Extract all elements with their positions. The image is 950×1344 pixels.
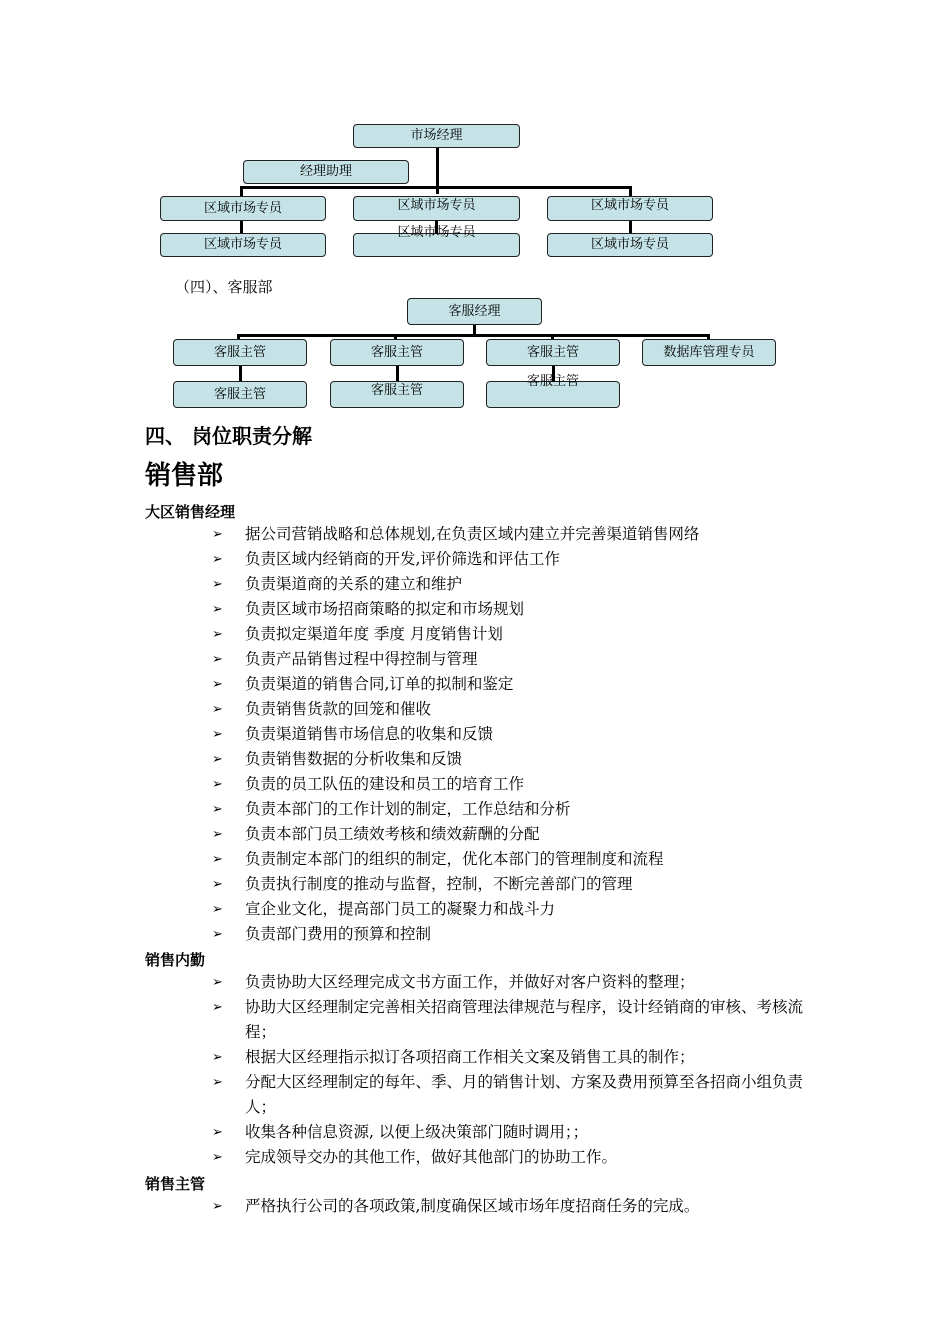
- connector: [239, 366, 242, 382]
- arrow-bullet-icon: ➢: [212, 902, 223, 917]
- list-item: ➢ 负责协助大区经理完成文书方面工作，并做好对客户资料的整理；: [212, 970, 807, 995]
- org-node-regional-specialist: 区域市场专员: [547, 196, 713, 221]
- org-node-cs-supervisor: 客服主管: [330, 339, 464, 366]
- list-item: ➢ 协助大区经理制定完善相关招商管理法律规范与程序，设计经销商的审核、考核流程；: [212, 995, 807, 1045]
- department-title: 销售部: [145, 461, 224, 491]
- arrow-bullet-icon: ➢: [212, 752, 223, 767]
- list-item: ➢ 负责销售货款的回笼和催收: [212, 697, 812, 722]
- connector: [240, 220, 243, 234]
- duty-list: [212, 522, 812, 947]
- org-node-label-overlap: 客服主管: [526, 374, 579, 389]
- org-node-cs-supervisor: 客服主管: [173, 381, 307, 408]
- arrow-bullet-icon: ➢: [212, 827, 223, 842]
- arrow-bullet-icon: ➢: [212, 627, 223, 642]
- list-item: ➢ 负责的员工队伍的建设和员工的培育工作: [212, 772, 812, 797]
- arrow-bullet-icon: ➢: [212, 527, 223, 542]
- connector: [396, 366, 399, 382]
- org-node-database-specialist: 数据库管理专员: [642, 339, 776, 366]
- list-item: ➢ 负责本部门的工作计划的制定，工作总结和分析: [212, 797, 812, 822]
- arrow-bullet-icon: ➢: [212, 927, 223, 942]
- list-item: ➢ 据公司营销战略和总体规划,在负责区域内建立并完善渠道销售网络: [212, 522, 812, 547]
- arrow-bullet-icon: ➢: [212, 1075, 223, 1090]
- arrow-bullet-icon: ➢: [212, 602, 223, 617]
- list-item: ➢ 负责产品销售过程中得控制与管理: [212, 647, 812, 672]
- org-node-regional-specialist: 区域市场专员: [160, 233, 326, 257]
- connector: [629, 220, 632, 234]
- list-item: ➢ 负责销售数据的分析收集和反馈: [212, 747, 812, 772]
- role-title: 销售内勤: [145, 951, 206, 969]
- arrow-bullet-icon: ➢: [212, 1050, 223, 1065]
- arrow-bullet-icon: ➢: [212, 777, 223, 792]
- duty-list: [212, 1194, 812, 1219]
- arrow-bullet-icon: ➢: [212, 1199, 223, 1214]
- arrow-bullet-icon: ➢: [212, 1000, 223, 1015]
- role-title: 大区销售经理: [145, 503, 236, 521]
- list-item: ➢ 负责制定本部门的组织的制定，优化本部门的管理制度和流程: [212, 847, 812, 872]
- org-node-label-overlap: 区域市场专员: [397, 225, 476, 240]
- org-node-regional-specialist: 区域市场专员: [353, 196, 520, 221]
- org-node-cs-supervisor: 客服主管: [486, 339, 620, 366]
- list-item: ➢ 负责部门费用的预算和控制: [212, 922, 812, 947]
- org-node-regional-specialist: 区域市场专员: [160, 196, 326, 221]
- arrow-bullet-icon: ➢: [212, 552, 223, 567]
- arrow-bullet-icon: ➢: [212, 652, 223, 667]
- connector: [237, 334, 710, 337]
- arrow-bullet-icon: ➢: [212, 577, 223, 592]
- list-item: ➢ 负责拟定渠道年度 季度 月度销售计划: [212, 622, 812, 647]
- list-item: ➢ 负责渠道商的关系的建立和维护: [212, 572, 812, 597]
- arrow-bullet-icon: ➢: [212, 1125, 223, 1140]
- list-item: ➢ 收集各种信息资源, 以便上级决策部门随时调用；；: [212, 1120, 807, 1145]
- list-item: ➢ 根据大区经理指示拟订各项招商工作相关文案及销售工具的制作；: [212, 1045, 807, 1070]
- arrow-bullet-icon: ➢: [212, 727, 223, 742]
- list-item: ➢ 负责区域市场招商策略的拟定和市场规划: [212, 597, 812, 622]
- list-item: ➢ 完成领导交办的其他工作，做好其他部门的协助工作。: [212, 1145, 807, 1170]
- duty-list: [212, 970, 807, 1170]
- list-item: ➢ 分配大区经理制定的每年、季、月的销售计划、方案及费用预算至各招商小组负责人；: [212, 1070, 807, 1120]
- role-title: 销售主管: [145, 1175, 206, 1193]
- org-node-cs-supervisor: 客服主管: [330, 381, 464, 408]
- connector: [240, 186, 632, 189]
- arrow-bullet-icon: ➢: [212, 677, 223, 692]
- list-item: ➢ 负责渠道销售市场信息的收集和反馈: [212, 722, 812, 747]
- list-item: ➢ 严格执行公司的各项政策,制度确保区域市场年度招商任务的完成。: [212, 1194, 812, 1219]
- list-item: ➢ 负责渠道的销售合同,订单的拟制和鉴定: [212, 672, 812, 697]
- arrow-bullet-icon: ➢: [212, 975, 223, 990]
- arrow-bullet-icon: ➢: [212, 877, 223, 892]
- list-item: ➢ 负责执行制度的推动与监督，控制，不断完善部门的管理: [212, 872, 812, 897]
- list-item: ➢ 负责区域内经销商的开发,评价筛选和评估工作: [212, 547, 812, 572]
- org-node-cs-manager: 客服经理: [407, 298, 542, 325]
- arrow-bullet-icon: ➢: [212, 802, 223, 817]
- list-item: ➢ 负责本部门员工绩效考核和绩效薪酬的分配: [212, 822, 812, 847]
- list-item: ➢ 宣企业文化，提高部门员工的凝聚力和战斗力: [212, 897, 812, 922]
- org-node-manager-assistant: 经理助理: [243, 160, 409, 184]
- org-node-market-manager: 市场经理: [353, 124, 520, 148]
- arrow-bullet-icon: ➢: [212, 702, 223, 717]
- arrow-bullet-icon: ➢: [212, 1150, 223, 1165]
- section-heading: 四、 岗位职责分解: [145, 424, 312, 448]
- arrow-bullet-icon: ➢: [212, 852, 223, 867]
- org-node-cs-supervisor: 客服主管: [173, 339, 307, 366]
- section-label-customer-service: （四）、客服部: [175, 278, 273, 296]
- org-node-regional-specialist: 区域市场专员: [547, 233, 713, 257]
